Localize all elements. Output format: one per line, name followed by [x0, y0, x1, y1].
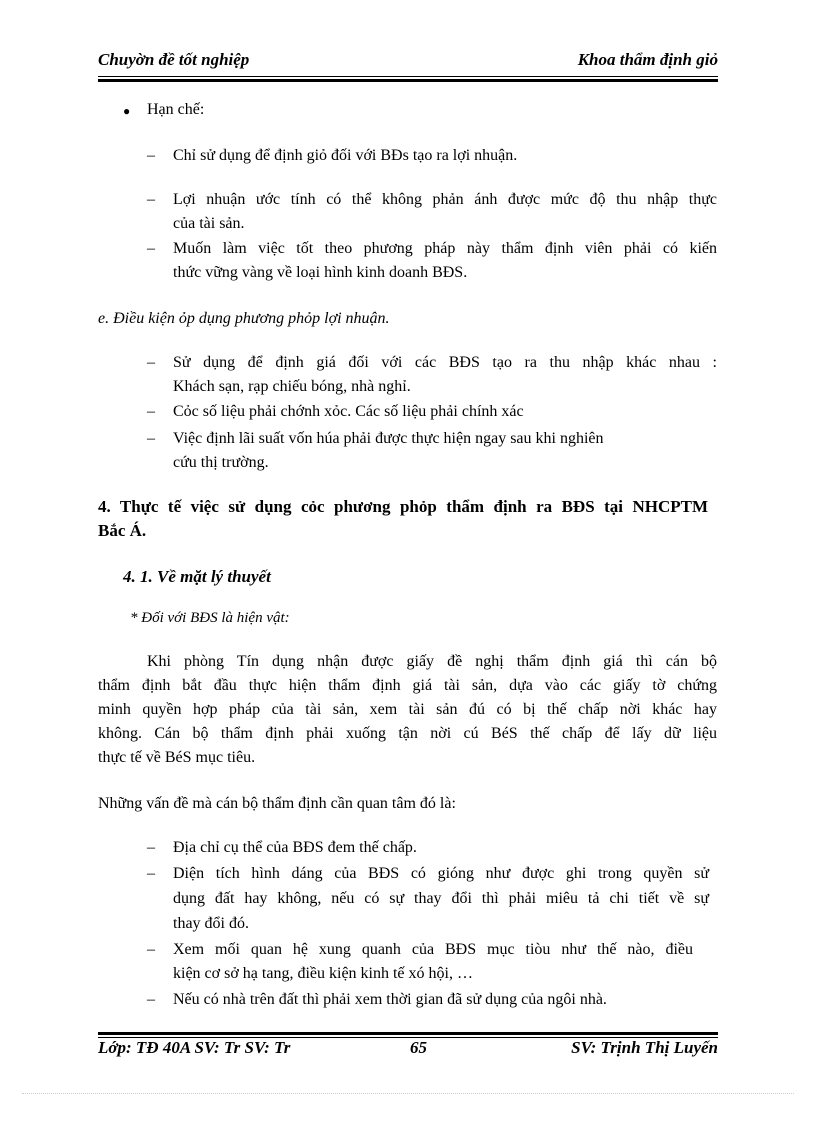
limitation-item-cont: thức vững vàng về loại hình kinh doanh BĐS. [173, 264, 468, 281]
page-header [98, 46, 718, 76]
concerns-intro: Những vấn đề mà cán bộ thẩm định cần quan tâm đó là: [98, 795, 456, 812]
concern-item: Nếu có nhà trên đất thì phải xem thời gian đã sử dụng của ngôi nhà. [173, 991, 607, 1008]
concern-item-cont: kiện cơ sở hạ tang, điều kiện kinh tế xó hội, … [173, 965, 473, 982]
paragraph-line: không. Cán bộ thẩm định phải xuống tận nời cú BéS thế chấp để lấy dữ liệu [98, 725, 717, 742]
section-e-item-cont: cứu thị trường. [173, 454, 269, 471]
dash-icon: – [147, 191, 155, 208]
concern-item: Diện tích hình dáng của BĐS có gióng như được ghi trong quyền sử [173, 865, 709, 882]
limitation-item-cont: của tài sản. [173, 215, 245, 232]
concern-item-cont: dụng đất hay không, nếu có sự thay đổi thì phải miêu tả chi tiết về sự [173, 890, 709, 907]
dash-icon: – [147, 839, 155, 856]
concern-item: Xem mối quan hệ xung quanh của BĐS mục tiòu như thế nào, điều [173, 941, 693, 958]
section-4-title: 4. Thực tế việc sử dụng cỏc phương phỏp thẩm định ra BĐS tại NHCPTM [98, 497, 708, 516]
concern-item: Địa chỉ cụ thể của BĐS đem thế chấp. [173, 839, 417, 856]
dash-icon: – [147, 430, 155, 447]
dash-icon: – [147, 354, 155, 371]
page-edge-divider [22, 1093, 794, 1094]
dash-icon: – [147, 240, 155, 257]
section-4-title-cont: Bắc Á. [98, 521, 147, 540]
page-footer [98, 1038, 718, 1064]
paragraph-line: minh quyền hợp pháp của tài sản, xem tài sản đú có bị thế chấp nời khác hay [98, 701, 717, 718]
dash-icon: – [147, 403, 155, 420]
limitations-title: Hạn chế: [147, 101, 205, 118]
page-number: 65 [410, 1038, 427, 1057]
dash-icon: – [147, 865, 155, 882]
section-e-item: Cỏc số liệu phải chớnh xỏc. Các số liệu phải chính xác [173, 403, 524, 420]
concern-item-cont: thay đổi đó. [173, 915, 249, 932]
dash-icon: – [147, 941, 155, 958]
limitation-item: Chỉ sử dụng để định giỏ đối với BĐs tạo ra lợi nhuận. [173, 147, 518, 164]
bullet-icon: ● [123, 104, 131, 118]
dash-icon: – [147, 147, 155, 164]
header-rule [98, 76, 718, 82]
header-right: Khoa thẩm định giỏ [577, 50, 718, 69]
paragraph-line: thực tế về BéS mục tiêu. [98, 749, 256, 766]
section-e-title: e. Điều kiện ỏp dụng phương phỏp lợi nhuận. [98, 310, 390, 327]
paragraph-line: thẩm định bắt đầu thực hiện thẩm định giá tài sản, dựa vào các giấy tờ chứng [98, 677, 717, 694]
section-4-1-title: 4. 1. Về mặt lý thuyết [123, 567, 271, 586]
section-e-item: Việc định lãi suất vốn húa phải được thực hiện ngay sau khi nghiên [173, 430, 604, 447]
limitation-item: Lợi nhuận ước tính có thể không phản ánh được mức độ thu nhập thực [173, 191, 717, 208]
dash-icon: – [147, 991, 155, 1008]
section-e-item: Sử dụng để định giá đối với các BĐS tạo ra thu nhập khác nhau : [173, 354, 717, 371]
section-e-item-cont: Khách sạn, rạp chiếu bóng, nhà nghỉ. [173, 378, 411, 395]
limitation-item: Muốn làm việc tốt theo phương pháp này thẩm định viên phải có kiến [173, 240, 717, 257]
section-4-1-note: * Đối với BĐS là hiện vật: [130, 610, 290, 626]
footer-student-name: SV: Trịnh Thị Luyến [571, 1038, 718, 1057]
paragraph-line: Khi phòng Tín dụng nhận được giấy đề nghị thẩm định giá thì cán bộ [147, 653, 717, 670]
footer-class-info: Lớp: TĐ 40A SV: Tr SV: Tr [98, 1038, 291, 1057]
header-left: Chuyờn đề tốt nghiệp [98, 50, 250, 69]
